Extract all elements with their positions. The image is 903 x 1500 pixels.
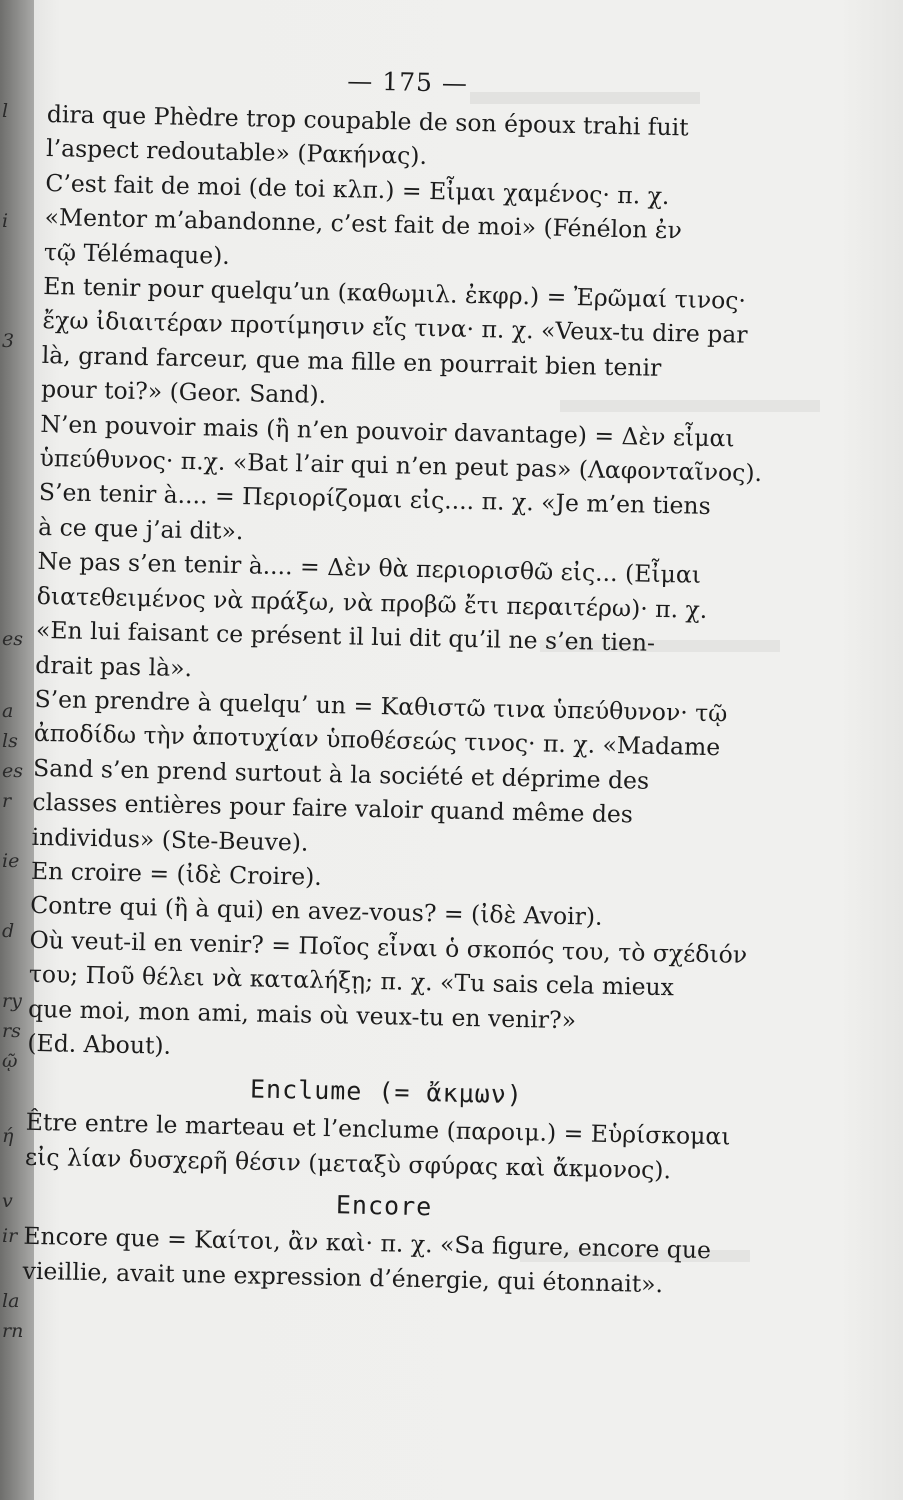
text-line: S’en tenir à.... = Περιορίζομαι εἰς.... π. χ. «Je m’en tiens xyxy=(38,478,711,521)
text-line: ἀποδίδω τὴν ἀποτυχίαν ὑποθέσεώς τινος· π. χ. «Madame xyxy=(33,719,721,762)
text-line: (Ed. About). xyxy=(27,1028,172,1060)
encore-entries xyxy=(22,1219,743,1303)
margin-fragment: v xyxy=(2,1190,13,1212)
margin-fragment: rn xyxy=(2,1320,24,1342)
text-line: «En lui faisant ce présent il lui dit qu’il ne s’en tien- xyxy=(35,615,656,657)
text-line: Contre qui (ἢ à qui) en avez-vous? = (ἰδὲ Avoir). xyxy=(30,891,603,932)
margin-fragment: ie xyxy=(2,850,20,872)
text-line: pour toi?» (Geor. Sand). xyxy=(40,375,327,410)
text-line: Être entre le marteau et l’enclume (παροιμ.) = Εὑρίσκομαι xyxy=(25,1108,731,1151)
margin-fragment: la xyxy=(2,1290,20,1312)
margin-fragment: ry xyxy=(2,990,22,1012)
margin-fragment: ῷ xyxy=(2,1050,18,1072)
text-line: τῷ Télémaque). xyxy=(43,237,231,270)
text-line: Sand s’en prend surtout à la société et déprime des xyxy=(32,753,650,795)
margin-fragment: es xyxy=(2,628,23,650)
text-line: dira que Phèdre trop coupable de son époux trahi fuit xyxy=(46,99,689,142)
margin-fragment: es xyxy=(2,760,23,782)
text-line: là, grand farceur, que ma fille en pourrait bien tenir xyxy=(41,340,662,382)
text-line: à ce que j’ai dit». xyxy=(37,512,244,546)
text-line: ἔχω ἰδιαιτέραν προτίμησιν εἴς τινα· π. χ. «Veux-tu dire par xyxy=(42,306,748,350)
heading-enclume: Enclume (= ἄκμων) xyxy=(249,1074,524,1110)
text-line: του; Ποῦ θέλει νὰ καταλήξῃ; π. χ. «Tu sais cela mieux xyxy=(28,959,675,1002)
text-line: que moi, mon ami, mais où veux-tu en venir?» xyxy=(27,994,577,1034)
margin-fragment: i xyxy=(2,210,9,232)
text-line: εἰς λίαν δυσχερῆ θέσιν (μεταξὺ σφύρας καὶ ἄκμονος). xyxy=(24,1142,672,1185)
text-line: En tenir pour quelqu’un (καθωμιλ. ἐκφρ.) = Ἐρῶμαί τινος· xyxy=(42,271,747,315)
text-line: S’en prendre à quelqu’ un = Καθιστῶ τινα ὑπεύθυνον· τῷ xyxy=(34,684,728,728)
text-line: drait pas là». xyxy=(35,650,193,682)
heading-encore: Encore xyxy=(335,1190,433,1222)
text-line: l’aspect redoutable» (Ρακήνας). xyxy=(45,134,428,171)
margin-fragment: d xyxy=(2,920,15,942)
text-line: Ne pas s’en tenir à.... = Δὲν θὰ περιορισθῶ εἰς... (Εἶμαι xyxy=(37,547,702,590)
text-line: διατεθειμένος νὰ πράξω, νὰ προβῶ ἔτι περαιτέρω)· π. χ. xyxy=(36,581,708,624)
text-line: En croire = (ἰδὲ Croire). xyxy=(30,856,323,891)
margin-fragment: r xyxy=(2,790,12,812)
text-line: Encore que = Καίτοι, ἂν καὶ· π. χ. «Sa figure, encore que xyxy=(23,1221,712,1265)
text-line: Où veut-il en venir? = Ποῖος εἶναι ὁ σκοπός του, τὸ σχέδιόν xyxy=(29,925,748,969)
text-line: ὑπεύθυνος· π.χ. «Bat l’air qui n’en peut pas» (Λαφονταῖνος). xyxy=(39,443,763,488)
page-number: — 175 — xyxy=(347,66,469,98)
text-line: C’est fait de moi (de toi κλπ.) = Εἶμαι χαμένος· π. χ. xyxy=(45,168,670,210)
margin-fragment: rs xyxy=(2,1020,21,1042)
margin-fragment: a xyxy=(2,700,14,722)
margin-fragment: ls xyxy=(2,730,18,752)
page-text xyxy=(22,60,768,1303)
text-line: individus» (Ste-Beuve). xyxy=(31,822,309,857)
margin-fragment: ή xyxy=(2,1125,14,1147)
text-line: N’en pouvoir mais (ἢ n’en pouvoir davantage) = Δὲν εἶμαι xyxy=(40,409,735,453)
enclume-entries xyxy=(25,1105,746,1189)
text-line: vieillie, avait une expression d’énergie, qui étonnait». xyxy=(22,1256,664,1298)
text-line: «Mentor m’abandonne, c’est fait de moi» (Fénélon ἐν xyxy=(44,203,683,245)
margin-fragment: l xyxy=(2,100,9,122)
dictionary-entries xyxy=(27,97,767,1075)
margin-fragment: ir xyxy=(2,1225,18,1247)
margin-fragment: 3 xyxy=(2,330,15,352)
text-line: classes entières pour faire valoir quand même des xyxy=(32,787,634,829)
